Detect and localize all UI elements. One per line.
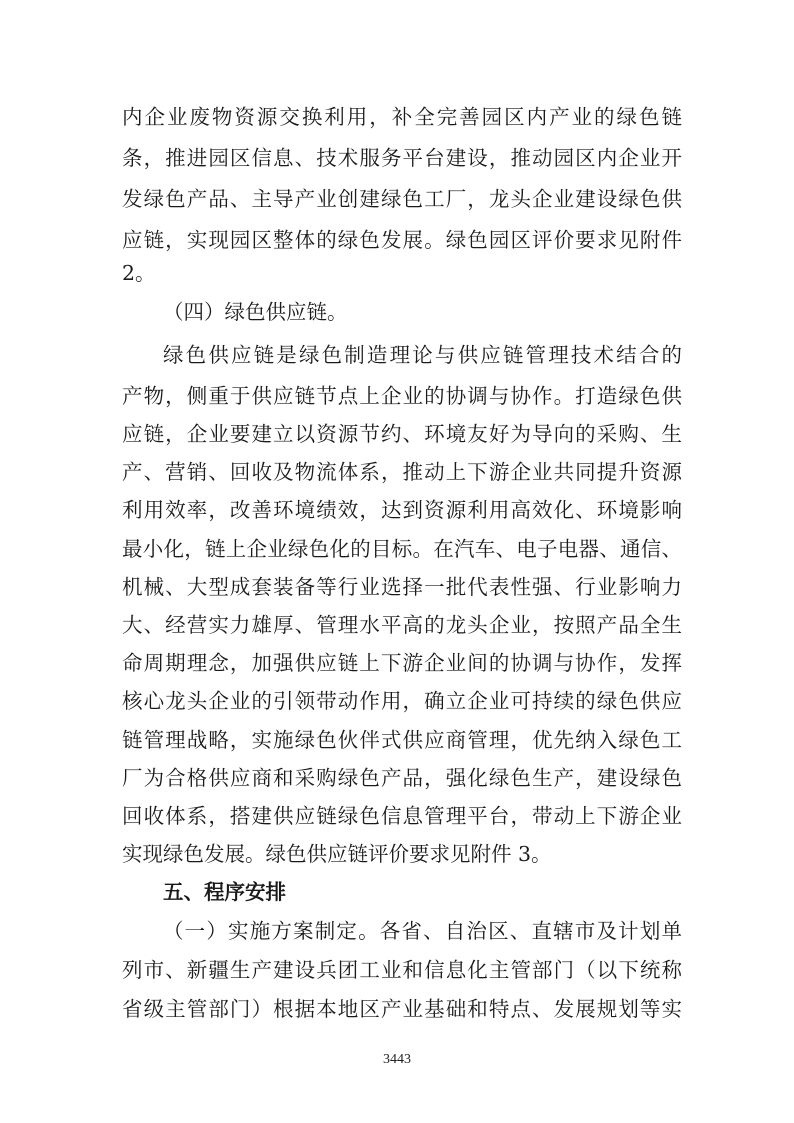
section-subheading: （四）绿色供应链。 [163, 300, 348, 324]
paragraph-line: 厂为合格供应商和采购绿色产品，强化绿色生产，建设绿色 [122, 766, 682, 790]
paragraph-line: 省级主管部门）根据本地区产业基础和特点、发展规划等实 [122, 997, 682, 1021]
paragraph-line: 利用效率，改善环境绩效，达到资源利用高效化、环境影响 [122, 498, 682, 522]
paragraph-line: 链管理战略，实施绿色伙伴式供应商管理，优先纳入绿色工 [122, 728, 682, 752]
paragraph-line: 最小化，链上企业绿色化的目标。在汽车、电子电器、通信、 [122, 537, 682, 561]
paragraph-line: 大、经营实力雄厚、管理水平高的龙头企业，按照产品全生 [122, 613, 682, 637]
paragraph-line: 核心龙头企业的引领带动作用，确立企业可持续的绿色供应 [122, 689, 682, 713]
paragraph-line: 回收体系，搭建供应链绿色信息管理平台，带动上下游企业 [122, 804, 682, 828]
paragraph-line: 发绿色产品、主导产业创建绿色工厂，龙头企业建设绿色供 [122, 187, 682, 211]
paragraph-line: 实现绿色发展。绿色供应链评价要求见附件 3。 [122, 842, 552, 866]
paragraph-line: 2。 [122, 261, 156, 285]
paragraph-line: 产、营销、回收及物流体系，推动上下游企业共同提升资源 [122, 460, 682, 484]
paragraph-line: 机械、大型成套装备等行业选择一批代表性强、行业影响力 [122, 575, 682, 599]
paragraph-line: 应链，实现园区整体的绿色发展。绿色园区评价要求见附件 [122, 228, 682, 252]
page-number: 3443 [383, 1052, 411, 1067]
paragraph-line: 列市、新疆生产建设兵团工业和信息化主管部门（以下统称 [122, 958, 682, 982]
paragraph-line: 产物，侧重于供应链节点上企业的协调与协作。打造绿色供 [122, 384, 682, 408]
section-heading: 五、程序安排 [163, 880, 286, 904]
paragraph-line: 内企业废物资源交换利用，补全完善园区内产业的绿色链 [122, 105, 682, 129]
paragraph-line: 命周期理念，加强供应链上下游企业间的协调与协作，发挥 [122, 651, 682, 675]
paragraph-line: 条，推进园区信息、技术服务平台建设，推动园区内企业开 [122, 146, 682, 170]
paragraph-line: 应链，企业要建立以资源节约、环境友好为导向的采购、生 [122, 422, 682, 446]
paragraph-line: 绿色供应链是绿色制造理论与供应链管理技术结合的 [163, 343, 682, 367]
paragraph-line: （一）实施方案制定。各省、自治区、直辖市及计划单 [163, 919, 682, 943]
